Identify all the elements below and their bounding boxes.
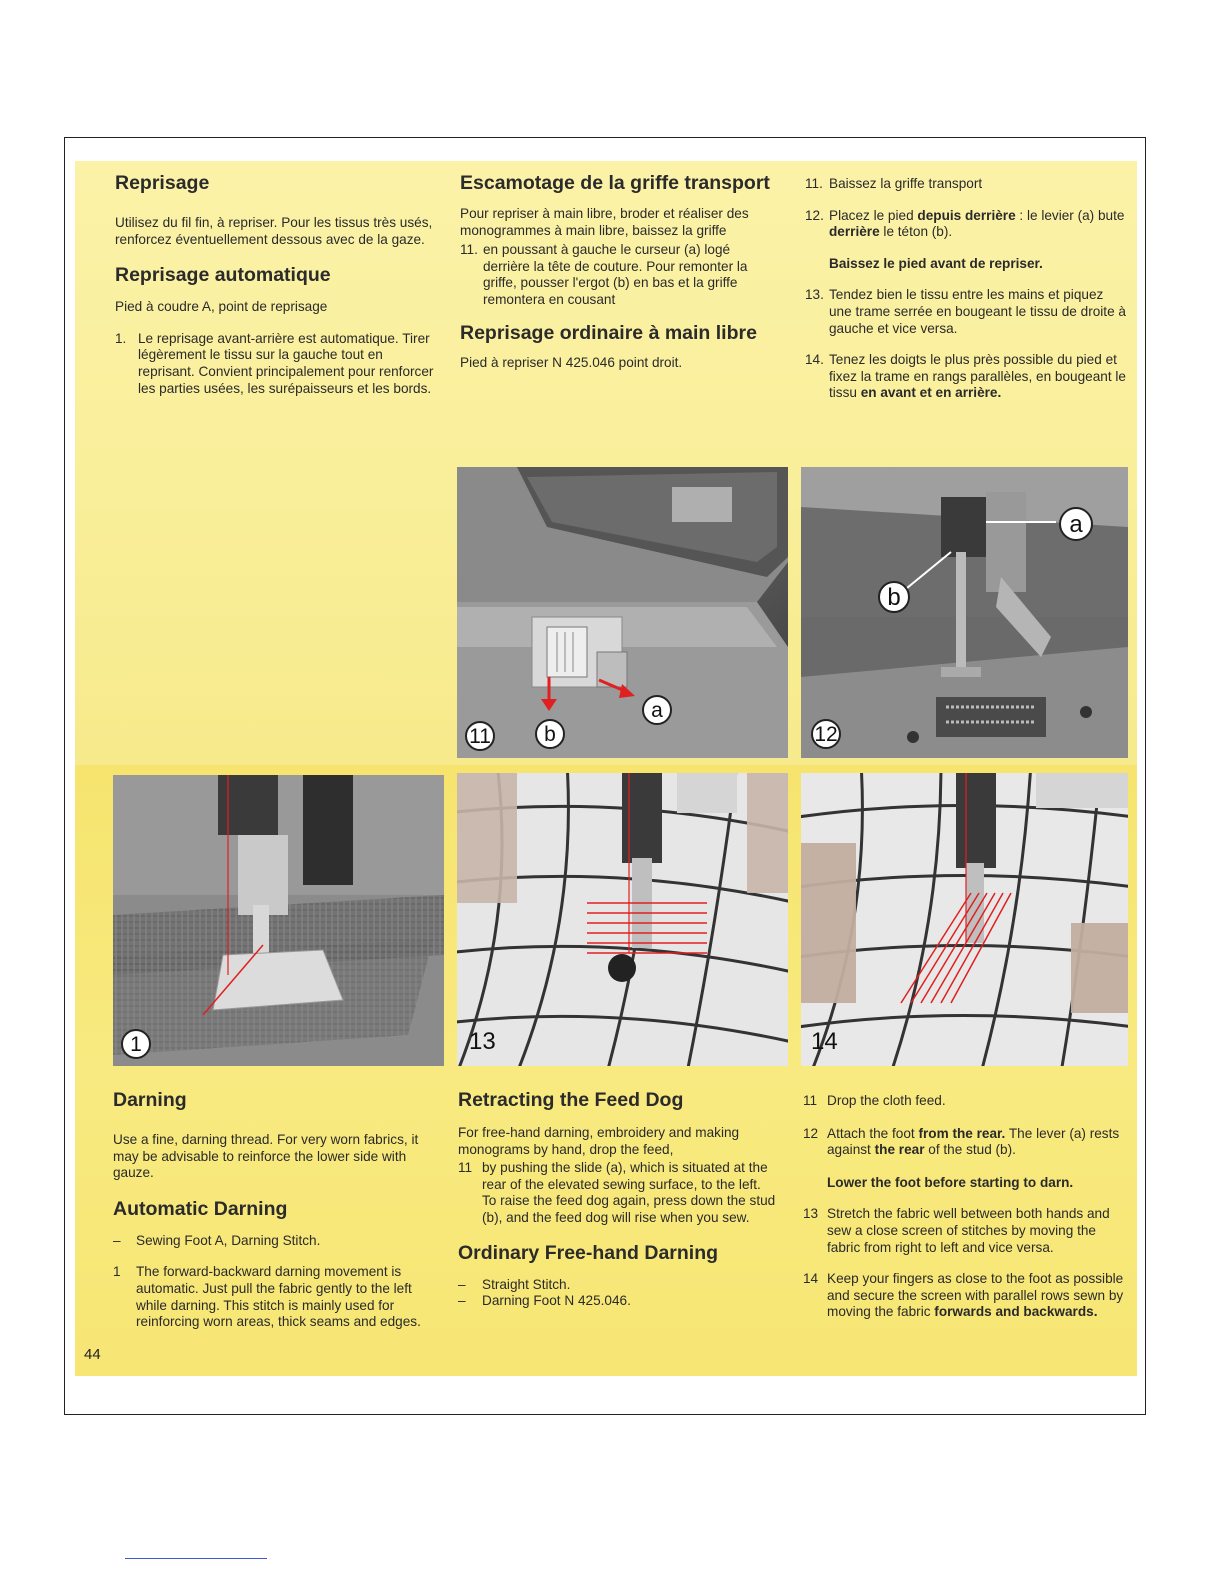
en-step-11 [803,1093,1125,1110]
list-text: Le reprisage avant-arrière est automatique. Tirer légèrement le tissu sur la gauche tout en reprisant. Convient principalement pour renforcer les parties usées, les surépaisseurs et les bords. [138,330,434,396]
list-dash: – [113,1232,121,1248]
figure-11-feed-dog-slide [457,467,788,758]
step-text: Keep your fingers as close to the foot as possible and secure the screen with parallel rows sewn by moving the fabric [827,1271,1124,1320]
note-bold: Baissez le pied avant de repriser. [829,255,1043,271]
heading-retracting-feed-dog: Retracting the Feed Dog [458,1089,684,1111]
heading-reprisage-ordinaire: Reprisage ordinaire à main libre [460,321,757,344]
fr-step-12 [805,208,1127,241]
en-column-3 [803,1093,1125,1321]
figure-12-foot-attachment [801,467,1128,758]
fr-column-2 [460,172,780,371]
list-number: 11 [458,1160,473,1176]
en-dash-item [113,1233,435,1250]
step-bold: forwards and backwards. [934,1304,1098,1320]
label-b-badge: b [878,581,910,613]
step-bold: the rear [874,1142,925,1158]
list-number: 13. [805,287,824,303]
step-bold: en avant et en arrière. [860,385,1002,401]
figure-1-automatic-darning [113,775,444,1066]
figure-14-parallel-rows [801,773,1128,1066]
list-number: 11. [460,242,478,258]
en-step-14 [803,1271,1125,1321]
label-a-badge: a [642,695,672,725]
list-number: 1 [113,1264,121,1280]
list-dash: – [458,1276,466,1292]
list-number: 11 [803,1093,818,1108]
en-step-12 [803,1126,1125,1159]
step-text: The lever (a) rests against [827,1125,1120,1158]
list-text: Darning Foot N 425.046. [482,1293,631,1309]
step-bold: depuis derrière [917,207,1016,223]
label-b-badge: b [535,719,565,749]
list-number: 13 [803,1206,819,1222]
list-text: The forward-backward darning movement is automatic. Just pull the fabric gently to the left while darning. This stitch is mainly used for reinforcing worn areas, thick seams and edges. [136,1264,421,1330]
footer-link-line [125,1558,267,1559]
figure-number-badge: 1 [121,1029,151,1059]
list-text: by pushing the slide (a), which is situated at the rear of the elevated sewing surface, to the left. To raise the feed dog again, press down the stud (b), and the feed dog will rise when you sew. [482,1160,776,1225]
en-dash-item-2 [458,1293,778,1310]
list-number: 1. [115,330,127,346]
en-step-13 [803,1206,1125,1256]
list-number: 12. [805,207,824,223]
step-text: : le levier (a) bute [1015,207,1125,223]
label-a-badge: a [1059,507,1093,541]
step-text: of the stud (b). [924,1142,1016,1158]
en-list-item-11 [458,1160,778,1226]
fr-list-item-1 [115,331,435,397]
text-reprisage: Utilisez du fil fin, à repriser. Pour les tissus très usés, renforcez éventuellement dessous avec de la gaze. [115,215,433,247]
heading-darning: Darning [113,1089,187,1111]
text-retracting: For free-hand darning, embroidery and making monograms by hand, drop the feed, [458,1125,740,1157]
text-escamotage: Pour repriser à main libre, broder et réaliser des monogrammes à main libre, baissez la griffe [460,206,749,238]
en-list-item-1 [113,1264,435,1330]
figure-number-badge: 12 [811,719,841,749]
step-bold: from the rear. [918,1125,1006,1141]
note-bold: Lower the foot before starting to darn. [827,1174,1074,1190]
fr-step-14 [805,352,1127,402]
step-text: Attach the foot [827,1125,919,1141]
list-text: Straight Stitch. [482,1276,571,1292]
heading-reprisage-automatique: Reprisage automatique [115,264,331,287]
step-text: Tenez les doigts le plus près possible du pied et fixez la trame en rangs parallèles, en bougeant le tissu [829,352,1126,401]
list-text: Drop the cloth feed. [827,1093,946,1108]
list-number: 12 [803,1125,819,1141]
fr-column-1 [115,172,435,397]
figure-number-badge: 11 [465,721,495,751]
list-text: Sewing Foot A, Darning Stitch. [136,1232,321,1248]
fr-list-item-11 [460,242,780,308]
step-text: le téton (b). [879,224,953,240]
figure-13-free-hand-darning [457,773,788,1066]
figure-number-label: 14 [811,1028,838,1055]
fr-column-3 [805,176,1127,402]
heading-reprisage: Reprisage [115,172,210,194]
list-text: Baissez la griffe transport [829,176,983,191]
heading-ordinary-darning: Ordinary Free-hand Darning [458,1241,719,1264]
list-text: en poussant à gauche le curseur (a) logé derrière la tête de couture. Pour remonter la griffe, pousser l'ergot (b) en bas et la griffe remontera en cousant [483,242,748,307]
heading-escamotage: Escamotage de la griffe transport [460,172,770,194]
en-dash-item-1 [458,1277,778,1294]
heading-automatic-darning: Automatic Darning [113,1197,288,1220]
page-number: 44 [84,1346,101,1363]
text-darning: Use a fine, darning thread. For very worn fabrics, it may be advisable to reinforce the lower side with gauze. [113,1132,419,1181]
list-number: 11. [805,176,823,191]
fr-step-13 [805,287,1127,337]
en-column-2 [458,1089,778,1310]
step-bold: derrière [829,224,880,240]
text-reprisage-automatique: Pied à coudre A, point de reprisage [115,299,328,315]
fr-step-11 [805,176,1127,193]
fr-note [805,256,1127,273]
en-column-1 [113,1089,435,1331]
list-text: Stretch the fabric well between both hands and sew a close screen of stitches by moving the fabric from right to left and vice versa. [827,1206,1110,1255]
figure-number-label: 13 [469,1028,496,1055]
list-number: 14. [805,352,824,368]
text-reprisage-ordinaire: Pied à repriser N 425.046 point droit. [460,354,683,370]
list-number: 14 [803,1271,819,1287]
list-text: Tendez bien le tissu entre les mains et piquez une trame serrée en bougeant le tissu de droite à gauche et vice versa. [829,287,1126,336]
step-text: Placez le pied [829,207,918,223]
list-dash: – [458,1293,466,1309]
en-note [803,1175,1125,1192]
